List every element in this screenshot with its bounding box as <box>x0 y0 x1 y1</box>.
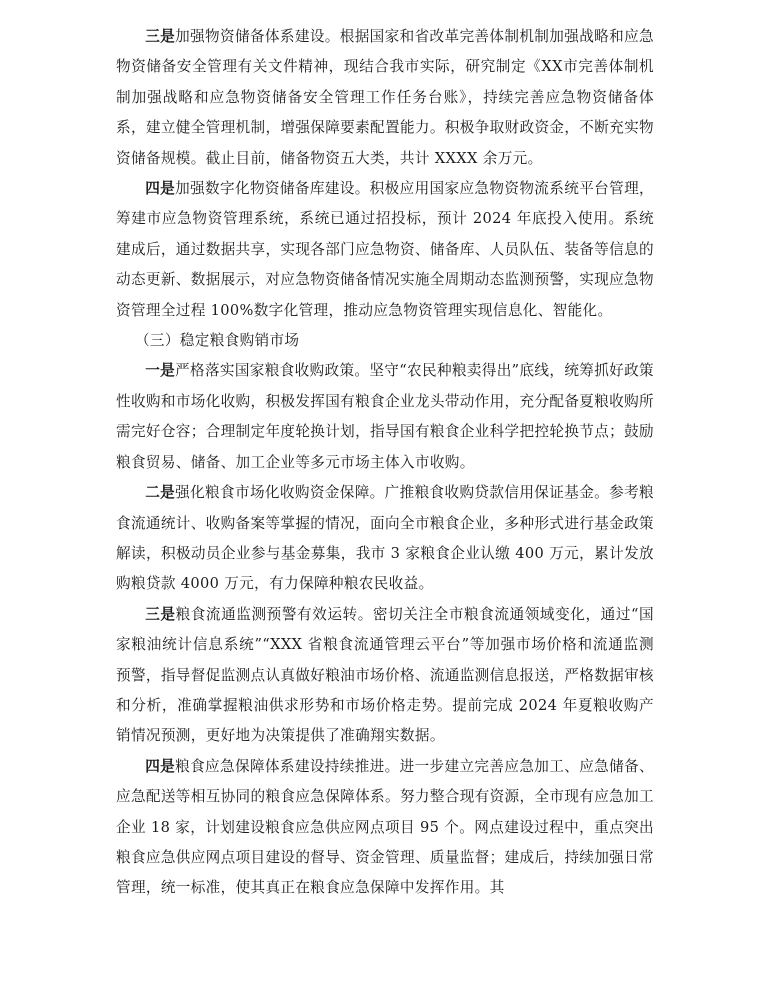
section-heading: （三）稳定粮食购销市场 <box>134 332 300 350</box>
paragraph-grain-purchase-policy <box>116 356 654 478</box>
paragraph-purchase-funding <box>116 478 654 600</box>
paragraph-lead: 四是 <box>145 757 176 775</box>
paragraph-digital-reserve <box>116 174 654 326</box>
paragraph-material-reserve-system <box>116 22 654 174</box>
paragraph-text: 粮食流通监测预警有效运转。密切关注全市粮食流通领域变化，通过“国家粮油统计信息系统”“XXX 省粮食流通管理云平台”等加强市场价格和流通监测预警，指导督促监测点认真做好粮油市场价格、流通监测信息报送，严格数据审核和分析，准确掌握粮油供求形势和市场价格走势。提前完成 2024 年夏粮收购产销情况预测，更好地为决策提供了准确翔实数据。 <box>116 605 655 745</box>
paragraph-lead: 四是 <box>145 180 176 198</box>
paragraph-lead: 三是 <box>145 605 176 623</box>
paragraph-lead: 三是 <box>145 28 176 45</box>
paragraph-lead: 一是 <box>145 362 176 380</box>
paragraph-text: 粮食应急保障体系建设持续推进。进一步建立完善应急加工、应急储备、应急配送等相互协同的粮食应急保障体系。努力整合现有资源，全市现有应急加工企业 18 家，计划建设粮食应急供应网点项目 95 个。网点建设过程中，重点突出粮食应急供应网点项目建设的督导、资金管理、质量监督；建成后，持续加强日常管理，统一标准，使其真正在粮食应急保障中发挥作用。其 <box>116 757 655 897</box>
document-page <box>116 22 654 904</box>
paragraph-text: 强化粮食市场化收购资金保障。广推粮食收购贷款信用保证基金。参考粮食流通统计、收购备案等掌握的情况，面向全市粮食企业，多种形式进行基金政策解读，积极动员企业参与基金募集，我市 3 家粮食企业认缴 400 万元，累计发放购粮贷款 4000 万元，有力保障种粮农民收益。 <box>116 484 655 593</box>
paragraph-text: 严格落实国家粮食收购政策。坚守“农民种粮卖得出”底线，统筹抓好政策性收购和市场化收购，积极发挥国有粮食企业龙头带动作用，充分配备夏粮收购所需完好仓容；合理制定年度轮换计划，指导国有粮食企业科学把控轮换节点；鼓励粮食贸易、储备、加工企业等多元市场主体入市收购。 <box>116 362 654 471</box>
paragraph-emergency-guarantee <box>116 752 654 904</box>
paragraph-text: 加强数字化物资储备库建设。积极应用国家应急物资物流系统平台管理，筹建市应急物资管理系统，系统已通过招投标，预计 2024 年底投入使用。系统建成后，通过数据共享，实现各部门应急物资、储备库、人员队伍、装备等信息的动态更新、数据展示，对应急物资储备情况实施全周期动态监测预警，实现应急物资管理全过程 100%数字化管理，推动应急物资管理实现信息化、智能化。 <box>116 180 655 319</box>
paragraph-monitoring-warning <box>116 600 654 752</box>
paragraph-lead: 二是 <box>145 484 176 502</box>
paragraph-text: 加强物资储备体系建设。根据国家和省改革完善体制机制加强战略和应急物资储备安全管理有关文件精神，现结合我市实际，研究制定《XX市完善体制机制加强战略和应急物资储备安全管理工作任务台账》，持续完善应急物资储备体系，建立健全管理机制，增强保障要素配置能力。积极争取财政资金，不断充实物资储备规模。截止目前，储备物资五大类，共计 XXXX 余万元。 <box>116 28 655 167</box>
